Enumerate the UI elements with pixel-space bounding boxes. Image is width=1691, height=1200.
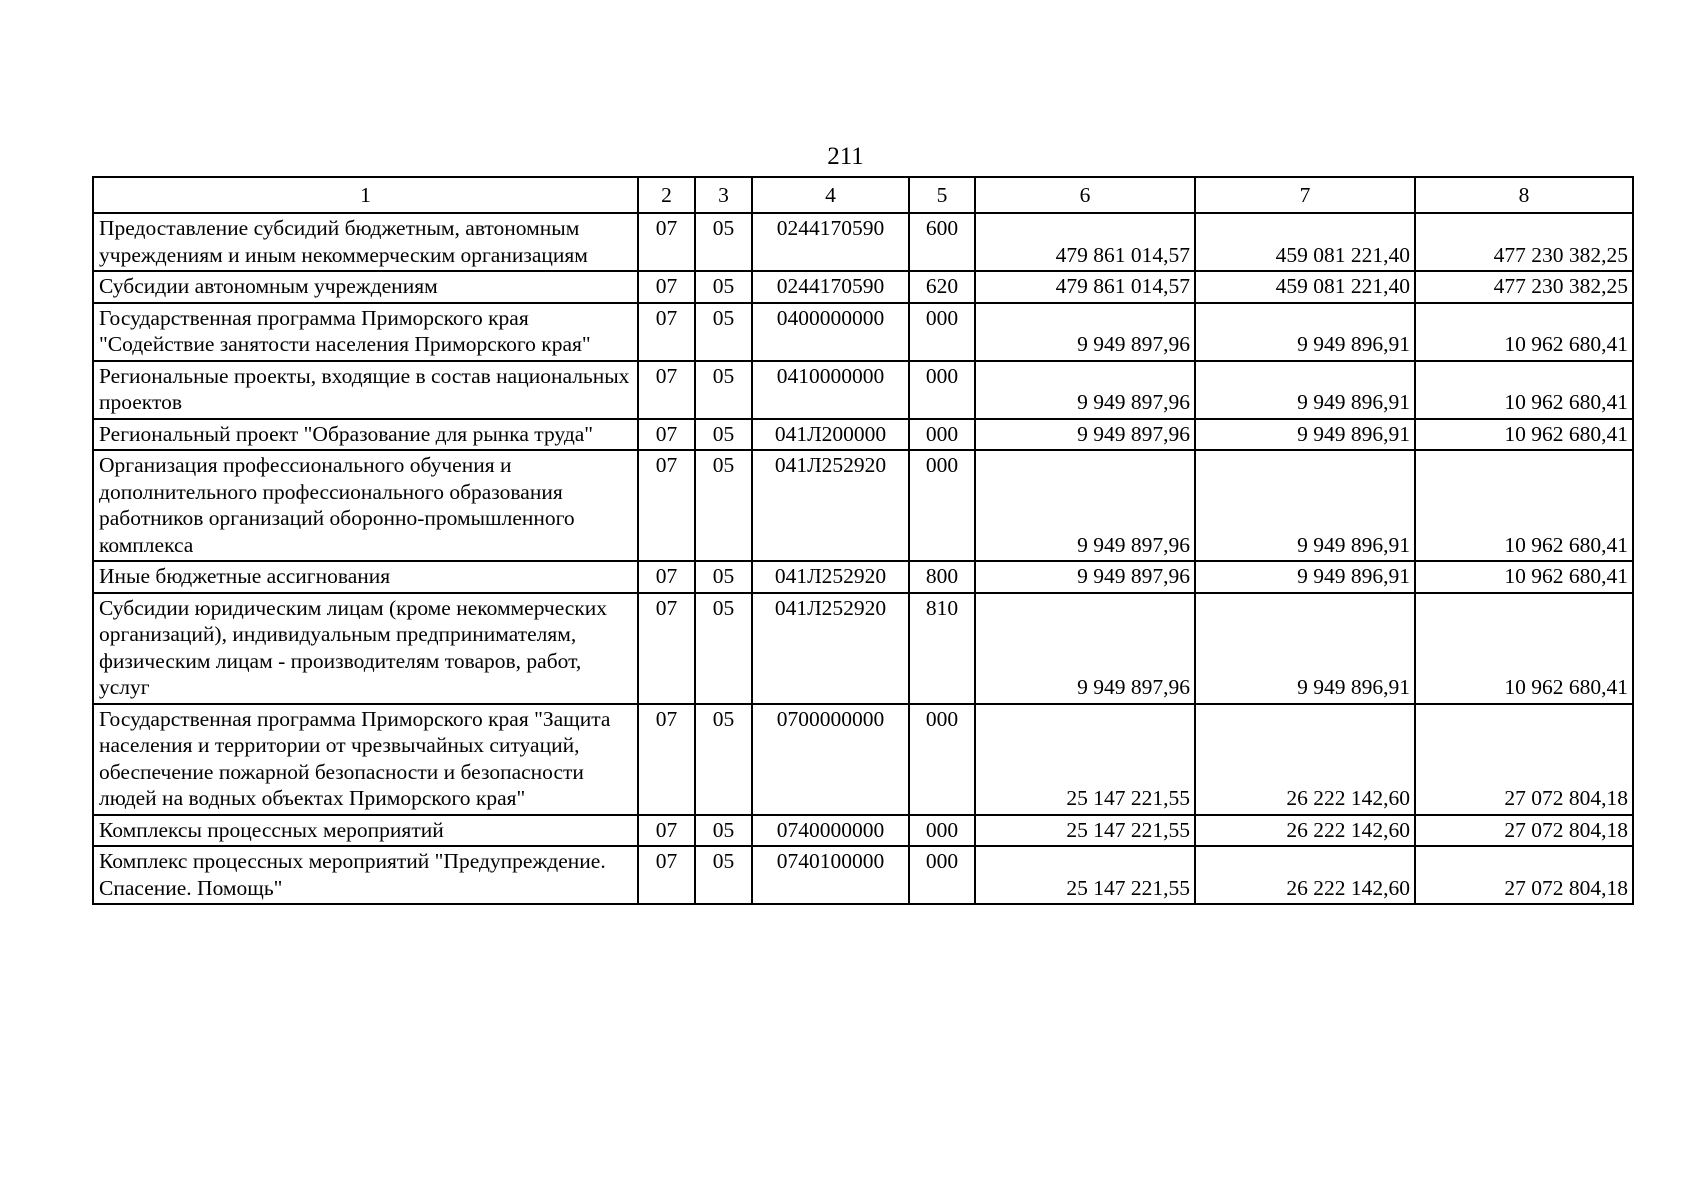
table-row	[93, 361, 1633, 419]
column-header: 7	[1195, 177, 1415, 213]
row-name: Организация профессионального обучения и дополнительного профессионального образования работников организаций оборонно-промышленного комплекса	[93, 450, 638, 561]
target-article-code: 041Л252920	[752, 561, 909, 593]
expense-type-code: 000	[909, 815, 975, 847]
amount-col8: 10 962 680,41	[1415, 361, 1633, 419]
amount-col6: 9 949 897,96	[975, 561, 1195, 593]
amount-col7: 9 949 896,91	[1195, 561, 1415, 593]
subsection-code: 05	[695, 450, 752, 561]
target-article-code: 0740000000	[752, 815, 909, 847]
expense-type-code: 620	[909, 271, 975, 303]
section-code: 07	[638, 593, 695, 704]
amount-col8: 10 962 680,41	[1415, 303, 1633, 361]
expense-type-code: 000	[909, 704, 975, 815]
table-row	[93, 704, 1633, 815]
target-article-code: 0410000000	[752, 361, 909, 419]
table-row	[93, 593, 1633, 704]
section-code: 07	[638, 561, 695, 593]
expense-type-code: 000	[909, 450, 975, 561]
table-row	[93, 213, 1633, 271]
expense-type-code: 000	[909, 303, 975, 361]
row-name: Субсидии юридическим лицам (кроме некоммерческих организаций), индивидуальным предпринимателям, физическим лицам - производителям товаров, работ, услуг	[93, 593, 638, 704]
table-row	[93, 450, 1633, 561]
amount-col8: 477 230 382,25	[1415, 213, 1633, 271]
row-name: Предоставление субсидий бюджетным, автономным учреждениям и иным некоммерческим организациям	[93, 213, 638, 271]
subsection-code: 05	[695, 213, 752, 271]
subsection-code: 05	[695, 815, 752, 847]
column-header: 3	[695, 177, 752, 213]
target-article-code: 0740100000	[752, 846, 909, 904]
amount-col7: 26 222 142,60	[1195, 815, 1415, 847]
section-code: 07	[638, 361, 695, 419]
amount-col7: 9 949 896,91	[1195, 361, 1415, 419]
amount-col7: 9 949 896,91	[1195, 419, 1415, 451]
table-row	[93, 561, 1633, 593]
amount-col6: 9 949 897,96	[975, 593, 1195, 704]
subsection-code: 05	[695, 593, 752, 704]
amount-col8: 10 962 680,41	[1415, 593, 1633, 704]
amount-col7: 9 949 896,91	[1195, 450, 1415, 561]
section-code: 07	[638, 815, 695, 847]
column-header: 1	[93, 177, 638, 213]
amount-col6: 25 147 221,55	[975, 815, 1195, 847]
amount-col6: 9 949 897,96	[975, 361, 1195, 419]
expense-type-code: 800	[909, 561, 975, 593]
budget-table	[92, 176, 1634, 905]
amount-col7: 26 222 142,60	[1195, 704, 1415, 815]
subsection-code: 05	[695, 846, 752, 904]
amount-col6: 9 949 897,96	[975, 419, 1195, 451]
expense-type-code: 000	[909, 361, 975, 419]
amount-col6: 9 949 897,96	[975, 450, 1195, 561]
target-article-code: 041Л252920	[752, 593, 909, 704]
amount-col6: 25 147 221,55	[975, 846, 1195, 904]
amount-col8: 27 072 804,18	[1415, 815, 1633, 847]
table-row	[93, 303, 1633, 361]
amount-col8: 27 072 804,18	[1415, 704, 1633, 815]
target-article-code: 0700000000	[752, 704, 909, 815]
row-name: Комплекс процессных мероприятий "Предупреждение. Спасение. Помощь"	[93, 846, 638, 904]
amount-col7: 26 222 142,60	[1195, 846, 1415, 904]
row-name: Региональные проекты, входящие в состав национальных проектов	[93, 361, 638, 419]
table-row	[93, 846, 1633, 904]
subsection-code: 05	[695, 704, 752, 815]
row-name: Субсидии автономным учреждениям	[93, 271, 638, 303]
subsection-code: 05	[695, 271, 752, 303]
row-name: Государственная программа Приморского края "Содействие занятости населения Приморского края"	[93, 303, 638, 361]
amount-col7: 9 949 896,91	[1195, 593, 1415, 704]
target-article-code: 041Л200000	[752, 419, 909, 451]
section-code: 07	[638, 704, 695, 815]
section-code: 07	[638, 419, 695, 451]
header-row	[93, 177, 1633, 213]
expense-type-code: 600	[909, 213, 975, 271]
row-name: Региональный проект "Образование для рынка труда"	[93, 419, 638, 451]
amount-col8: 10 962 680,41	[1415, 419, 1633, 451]
column-header: 4	[752, 177, 909, 213]
section-code: 07	[638, 213, 695, 271]
target-article-code: 0400000000	[752, 303, 909, 361]
subsection-code: 05	[695, 561, 752, 593]
target-article-code: 041Л252920	[752, 450, 909, 561]
amount-col7: 9 949 896,91	[1195, 303, 1415, 361]
amount-col8: 10 962 680,41	[1415, 450, 1633, 561]
target-article-code: 0244170590	[752, 213, 909, 271]
amount-col8: 477 230 382,25	[1415, 271, 1633, 303]
expense-type-code: 000	[909, 846, 975, 904]
row-name: Иные бюджетные ассигнования	[93, 561, 638, 593]
table-row	[93, 419, 1633, 451]
section-code: 07	[638, 450, 695, 561]
subsection-code: 05	[695, 303, 752, 361]
row-name: Комплексы процессных мероприятий	[93, 815, 638, 847]
column-header: 5	[909, 177, 975, 213]
table-row	[93, 271, 1633, 303]
row-name: Государственная программа Приморского края "Защита населения и территории от чрезвычайных ситуаций, обеспечение пожарной безопасности и безопасности людей на водных объектах Приморского края"	[93, 704, 638, 815]
column-header: 8	[1415, 177, 1633, 213]
amount-col6: 9 949 897,96	[975, 303, 1195, 361]
amount-col6: 479 861 014,57	[975, 271, 1195, 303]
amount-col7: 459 081 221,40	[1195, 213, 1415, 271]
column-header: 2	[638, 177, 695, 213]
section-code: 07	[638, 271, 695, 303]
target-article-code: 0244170590	[752, 271, 909, 303]
amount-col6: 479 861 014,57	[975, 213, 1195, 271]
table-row	[93, 815, 1633, 847]
amount-col8: 27 072 804,18	[1415, 846, 1633, 904]
column-header: 6	[975, 177, 1195, 213]
section-code: 07	[638, 303, 695, 361]
amount-col8: 10 962 680,41	[1415, 561, 1633, 593]
amount-col7: 459 081 221,40	[1195, 271, 1415, 303]
expense-type-code: 000	[909, 419, 975, 451]
section-code: 07	[638, 846, 695, 904]
subsection-code: 05	[695, 361, 752, 419]
expense-type-code: 810	[909, 593, 975, 704]
amount-col6: 25 147 221,55	[975, 704, 1195, 815]
page-number: 211	[827, 143, 864, 170]
subsection-code: 05	[695, 419, 752, 451]
